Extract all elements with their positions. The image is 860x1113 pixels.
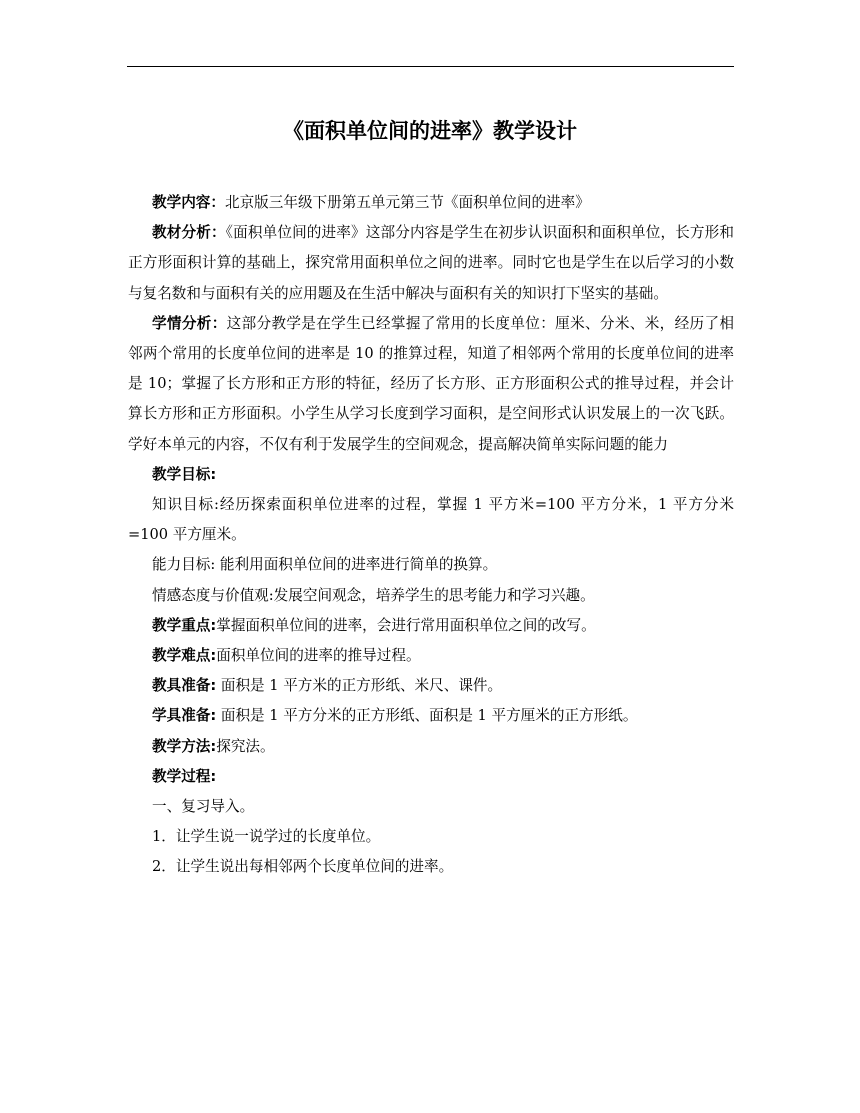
section-text: 这部分教学是在学生已经掌握了常用的长度单位：厘米、分米、米，经历了相邻两个常用的长度单位间的进率是 10 的推算过程，知道了相邻两个常用的长度单位间的进率是 10；掌握了长方形和正方形的特征，经历了长方形、正方形面积公式的推导过程，并会计算长方形和正方形面积。小学生从学习长度到学习面积，是空间形式认识发展上的一次飞跃。学好本单元的内容，不仅有利于发展学生的空间观念，提高解决简单实际问题的能力 xyxy=(128,314,734,453)
section-label: 学具准备: xyxy=(152,707,217,725)
section-text: 《面积单位间的进率》这部分内容是学生在初步认识面积和面积单位，长方形和正方形面积计算的基础上，探究常用面积单位之间的进率。同时它也是学生在以后学习的小数与复名数和与面积有关的应用题及在生活中解决与面积有关的知识打下坚实的基础。 xyxy=(128,224,734,302)
objective-emotion: 情感态度与价值观:发展空间观念，培养学生的思考能力和学习兴趣。 xyxy=(152,586,595,604)
section-label: 教学难点: xyxy=(152,647,217,665)
section-label: 教学过程: xyxy=(152,767,217,785)
section-difficulty xyxy=(128,641,734,671)
document-title: 《面积单位间的进率》教学设计 xyxy=(283,119,577,143)
section-text: 面积是 1 平方米的正方形纸、米尺、课件。 xyxy=(216,677,503,695)
document-body xyxy=(128,188,734,883)
section-teacher-tools xyxy=(128,671,734,701)
objective-ability: 能力目标: 能利用面积单位间的进率进行简单的换算。 xyxy=(152,556,498,574)
section-text: 探究法。 xyxy=(216,737,275,755)
section-method xyxy=(128,732,734,762)
section-key-point xyxy=(128,611,734,641)
section-text: 掌握面积单位间的进率，会进行常用面积单位之间的改写。 xyxy=(216,616,596,634)
section-text: 面积是 1 平方分米的正方形纸、面积是 1 平方厘米的正方形纸。 xyxy=(216,707,638,725)
section-student-tools xyxy=(128,701,734,731)
section-text: 北京版三年级下册第五单元第三节《面积单位间的进率》 xyxy=(224,194,590,211)
process-step-heading: 一、复习导入。 xyxy=(152,798,255,816)
section-teaching-content xyxy=(128,188,734,218)
section-label: 教学内容： xyxy=(152,194,225,211)
header-rule xyxy=(127,66,734,67)
process-list-item: 2．让学生说出每相邻两个长度单位间的进率。 xyxy=(152,858,454,876)
objective-knowledge: 知识目标:经历探索面积单位进率的过程，掌握 1 平方米=100 平方分米，1 平方分米=100 平方厘米。 xyxy=(128,496,734,544)
section-label: 教学方法: xyxy=(152,737,217,755)
section-student-analysis xyxy=(128,309,734,460)
process-list-item: 1．让学生说一说学过的长度单位。 xyxy=(152,828,381,846)
section-label: 教材分析： xyxy=(152,224,226,242)
section-text: 面积单位间的进率的推导过程。 xyxy=(216,647,421,665)
section-label: 教具准备: xyxy=(152,677,217,695)
section-textbook-analysis xyxy=(128,218,734,309)
section-label: 教学目标: xyxy=(152,465,217,483)
section-label: 教学重点: xyxy=(152,616,217,634)
section-objectives xyxy=(128,460,734,490)
section-label: 学情分析： xyxy=(152,314,227,332)
section-process xyxy=(128,762,734,792)
